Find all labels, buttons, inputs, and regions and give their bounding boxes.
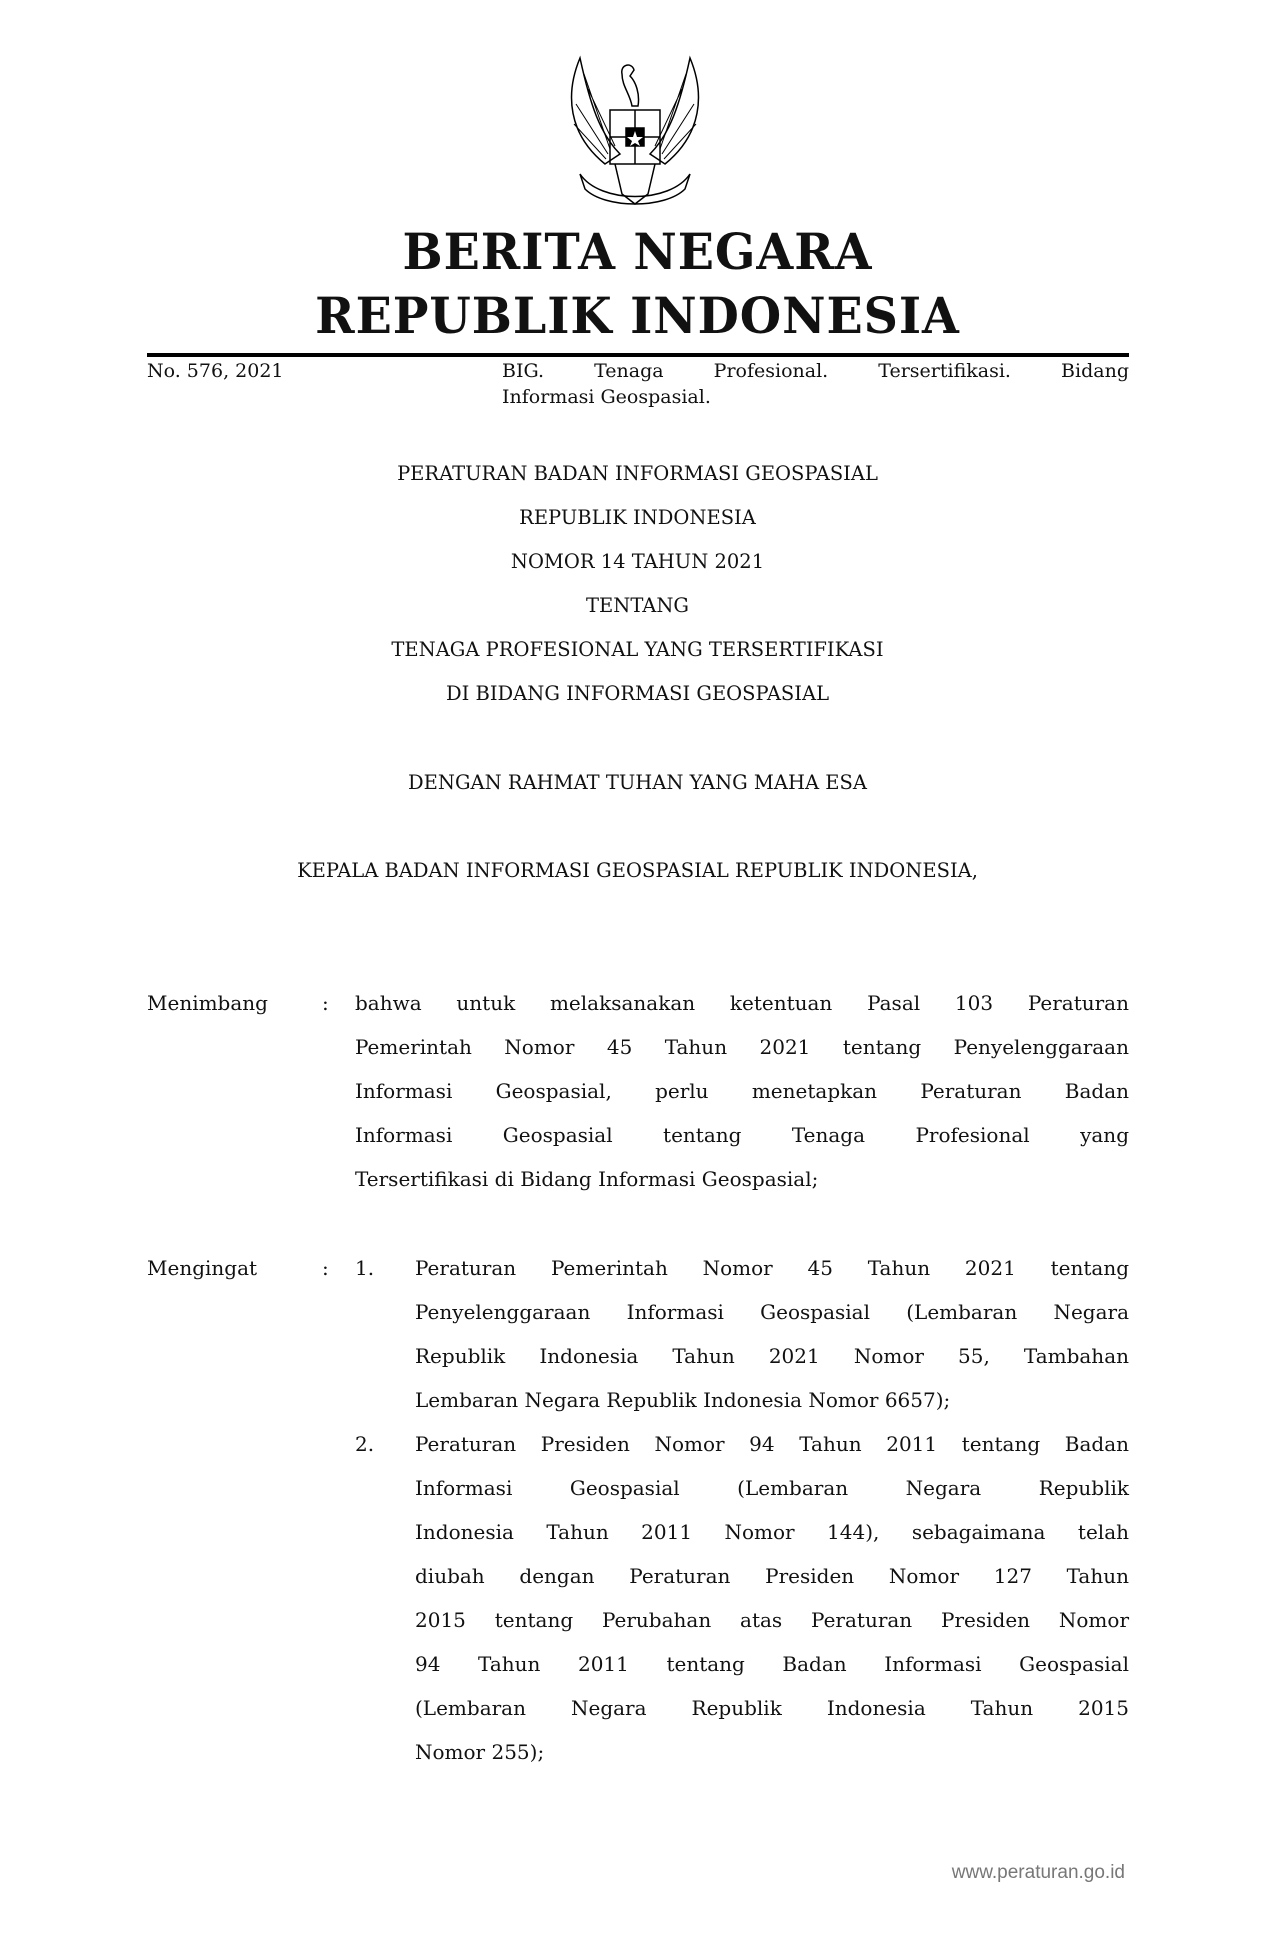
regulation-title-line: PERATURAN BADAN INFORMASI GEOSPASIAL xyxy=(397,462,878,485)
gazette-number: No. 576, 2021 xyxy=(147,360,284,382)
mengingat-line: Penyelenggaraan Informasi Geospasial (Lembaran Negara xyxy=(415,1300,1129,1324)
menimbang-colon: : xyxy=(322,991,329,1015)
mengingat-line: diubah dengan Peraturan Presiden Nomor 127 Tahun xyxy=(415,1564,1129,1588)
mengingat-line: 94 Tahun 2011 tentang Badan Informasi Geospasial xyxy=(415,1652,1129,1676)
mengingat-colon: : xyxy=(322,1256,329,1280)
mengingat-line: Informasi Geospasial (Lembaran Negara Republik xyxy=(415,1476,1129,1500)
regulation-title-line: NOMOR 14 TAHUN 2021 xyxy=(510,550,765,573)
mengingat-line: (Lembaran Negara Republik Indonesia Tahun 2015 xyxy=(415,1696,1129,1720)
menimbang-line: Pemerintah Nomor 45 Tahun 2021 tentang Penyelenggaraan xyxy=(355,1035,1129,1059)
issuer: KEPALA BADAN INFORMASI GEOSPASIAL REPUBLIK INDONESIA, xyxy=(297,859,978,882)
regulation-title-line: TENAGA PROFESIONAL YANG TERSERTIFIKASI xyxy=(391,638,884,661)
mengingat-line: Peraturan Presiden Nomor 94 Tahun 2011 tentang Badan xyxy=(415,1432,1129,1456)
menimbang-line: Informasi Geospasial tentang Tenaga Profesional yang xyxy=(355,1123,1129,1147)
footer-url: www.peraturan.go.id xyxy=(951,1862,1125,1883)
item-number: 2. xyxy=(355,1432,375,1456)
menimbang-line: Informasi Geospasial, perlu menetapkan Peraturan Badan xyxy=(355,1079,1129,1103)
mengingat-line: Indonesia Tahun 2011 Nomor 144), sebagaimana telah xyxy=(415,1520,1129,1544)
gazette-subject-line1: BIG. Tenaga Profesional. Tersertifikasi. Bidang xyxy=(502,360,1129,382)
regulation-title-line: REPUBLIK INDONESIA xyxy=(519,506,756,529)
regulation-title-line: TENTANG xyxy=(586,594,689,617)
garuda-emblem-icon xyxy=(560,54,710,210)
mengingat-line: Nomor 255); xyxy=(415,1740,545,1764)
menimbang-label: Menimbang xyxy=(147,991,268,1015)
menimbang-line: Tersertifikasi di Bidang Informasi Geospasial; xyxy=(355,1167,819,1191)
gazette-title-line2: REPUBLIK INDONESIA xyxy=(315,286,960,345)
mengingat-line: Peraturan Pemerintah Nomor 45 Tahun 2021 tentang xyxy=(415,1256,1129,1280)
regulation-title-line: DI BIDANG INFORMASI GEOSPASIAL xyxy=(445,682,830,705)
item-number: 1. xyxy=(355,1256,375,1280)
mengingat-label: Mengingat xyxy=(147,1256,258,1280)
mengingat-line: Lembaran Negara Republik Indonesia Nomor 6657); xyxy=(415,1388,951,1412)
gazette-subject-line2: Informasi Geospasial. xyxy=(502,386,711,408)
header-divider xyxy=(147,353,1129,357)
gazette-title-line1: BERITA NEGARA xyxy=(402,222,873,281)
mengingat-line: 2015 tentang Perubahan atas Peraturan Presiden Nomor xyxy=(415,1608,1129,1632)
mengingat-line: Republik Indonesia Tahun 2021 Nomor 55, Tambahan xyxy=(415,1344,1129,1368)
invocation: DENGAN RAHMAT TUHAN YANG MAHA ESA xyxy=(408,771,867,794)
menimbang-line: bahwa untuk melaksanakan ketentuan Pasal 103 Peraturan xyxy=(355,991,1129,1015)
